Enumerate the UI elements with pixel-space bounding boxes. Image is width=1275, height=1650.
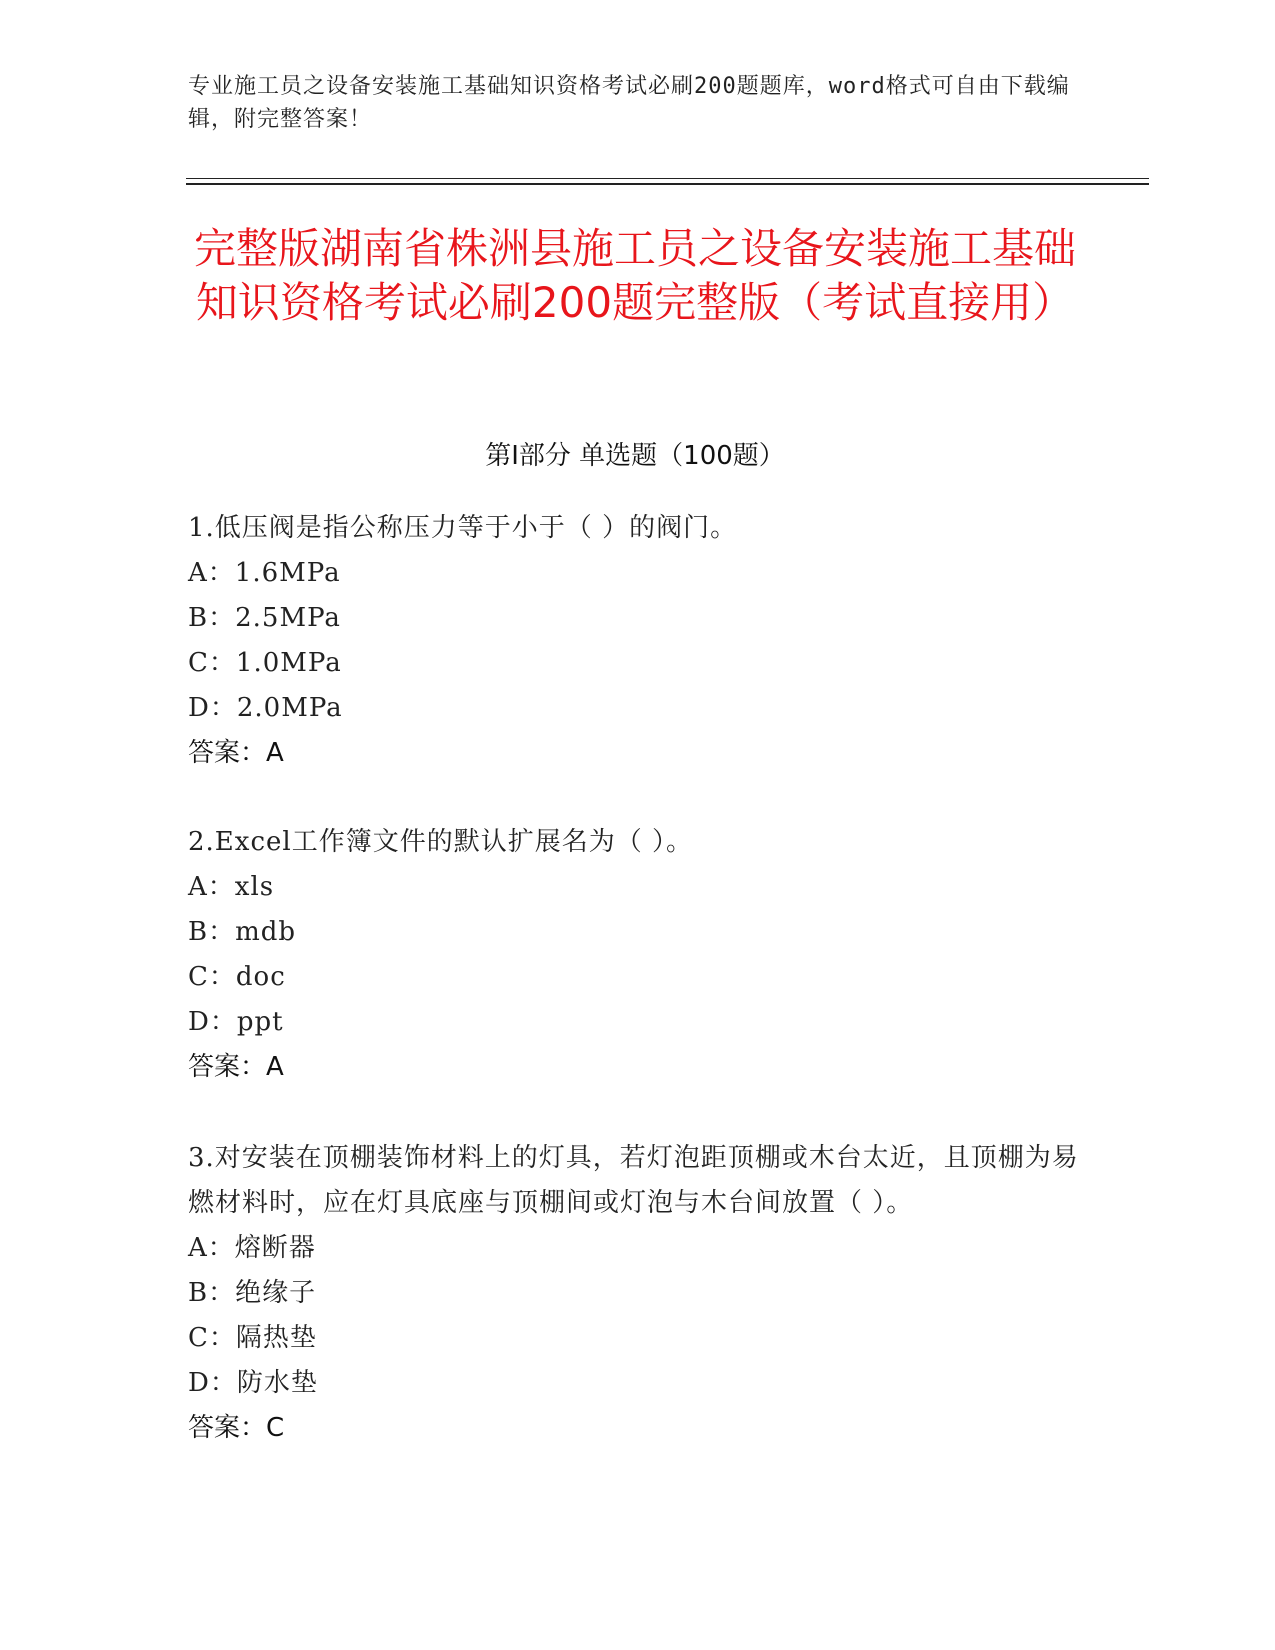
question-2 [188, 820, 1088, 1090]
answer: 答案：A [188, 738, 284, 768]
option-text: xls [234, 872, 275, 902]
option-d [188, 1000, 1088, 1045]
option-key: D： [188, 1368, 237, 1398]
option-c [188, 955, 1088, 1000]
option-text: 绝缘子 [235, 1278, 317, 1308]
question-stem: 3.对安装在顶棚装饰材料上的灯具，若灯泡距顶棚或木台太近，且顶棚为易燃材料时，应在灯具底座与顶棚间或灯泡与木台间放置（ ）。 [188, 1143, 1079, 1218]
option-key: C： [188, 962, 236, 992]
option-d [188, 1361, 1088, 1406]
header-rule-thick [186, 183, 1149, 185]
option-key: D： [188, 1007, 237, 1037]
option-text: 防水垫 [236, 1368, 318, 1398]
option-a [188, 865, 1088, 910]
option-text: 1.0MPa [235, 648, 342, 678]
question-stem: 2.Excel工作簿文件的默认扩展名为（ ）。 [188, 827, 693, 857]
answer: 答案：C [188, 1413, 285, 1443]
header-note: 专业施工员之设备安装施工基础知识资格考试必刷200题题库，word格式可自由下载编辑，附完整答案！ [188, 74, 1070, 132]
option-text: 2.0MPa [236, 693, 343, 723]
option-text: doc [235, 962, 286, 992]
option-d [188, 686, 1088, 731]
option-a [188, 1226, 1088, 1271]
answer: 答案：A [188, 1052, 284, 1082]
option-key: C： [188, 1323, 236, 1353]
option-key: A： [188, 558, 235, 588]
option-b [188, 910, 1088, 955]
document-title: 完整版湖南省株洲县施工员之设备安装施工基础知识资格考试必刷200题完整版（考试直接用） [193, 224, 1076, 327]
section-title: 第I部分 单选题（100题） [485, 441, 785, 471]
question-stem: 1.低压阀是指公称压力等于小于（ ）的阀门。 [188, 513, 738, 543]
option-c [188, 641, 1088, 686]
option-key: B： [188, 1278, 236, 1308]
option-text: 2.5MPa [235, 603, 341, 633]
option-key: C： [188, 648, 236, 678]
option-text: 隔热垫 [235, 1323, 317, 1353]
option-a [188, 551, 1088, 596]
option-b [188, 596, 1088, 641]
option-key: B： [188, 603, 236, 633]
option-text: ppt [236, 1007, 284, 1037]
option-text: mdb [235, 917, 297, 947]
question-3 [188, 1136, 1088, 1451]
option-b [188, 1271, 1088, 1316]
option-key: A： [188, 1233, 235, 1263]
question-1 [188, 506, 1088, 776]
option-key: D： [188, 693, 237, 723]
header-rule-thin [186, 178, 1149, 179]
option-text: 熔断器 [234, 1233, 316, 1263]
option-key: B： [188, 917, 236, 947]
option-key: A： [188, 872, 235, 902]
option-text: 1.6MPa [234, 558, 341, 588]
option-c [188, 1316, 1088, 1361]
